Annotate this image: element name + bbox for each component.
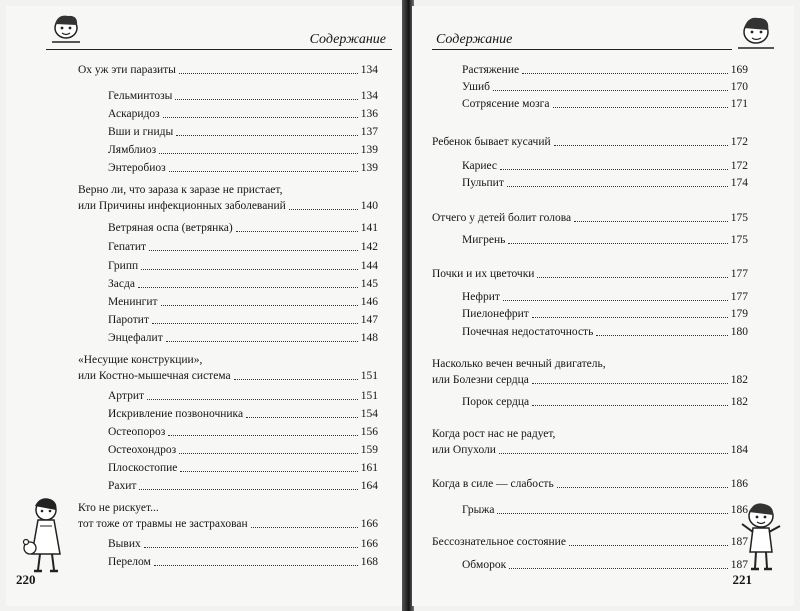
toc-page-number: 187 bbox=[730, 559, 748, 571]
toc-page-number: 134 bbox=[360, 90, 378, 102]
toc-entry-title-line: Кто не рискует... bbox=[78, 502, 159, 514]
toc-page-number: 148 bbox=[360, 332, 378, 344]
toc-page-number: 168 bbox=[360, 556, 378, 568]
dot-leader bbox=[557, 487, 728, 488]
toc-entry-title: Когда в силе — слабость bbox=[432, 478, 554, 490]
toc-page-number: 164 bbox=[360, 480, 378, 492]
toc-page-number: 136 bbox=[360, 108, 378, 120]
toc-entry-title: Сотрясение мозга bbox=[462, 98, 550, 110]
toc-page-number: 145 bbox=[360, 278, 378, 290]
toc-subentry bbox=[108, 142, 378, 158]
toc-page-number: 159 bbox=[360, 444, 378, 456]
toc-entry-title: Кариес bbox=[462, 160, 498, 172]
toc-entry-title: Гепатит bbox=[108, 241, 147, 253]
toc-subentry bbox=[108, 88, 378, 104]
toc-page-number: 139 bbox=[360, 144, 378, 156]
toc-page-number: 172 bbox=[730, 160, 748, 172]
toc-subentry bbox=[462, 96, 748, 112]
toc-entry-title: Ребенок бывает кусачий bbox=[432, 136, 551, 148]
dot-leader bbox=[152, 323, 358, 324]
toc-page-number: 140 bbox=[360, 200, 378, 212]
toc-subentry bbox=[462, 158, 748, 174]
toc-entry-title: Ушиб bbox=[462, 81, 490, 93]
toc-page-number: 184 bbox=[730, 444, 748, 456]
toc-entry-title: Перелом bbox=[108, 556, 151, 568]
toc-subentry bbox=[462, 324, 748, 340]
toc-subentry bbox=[108, 442, 378, 458]
toc-entry-title: Мигрень bbox=[462, 234, 506, 246]
toc-entry-title: Ох уж эти паразиты bbox=[78, 64, 176, 76]
toc-entry-title: Остеохондроз bbox=[108, 444, 177, 456]
dot-leader bbox=[289, 209, 358, 210]
dot-leader bbox=[532, 317, 728, 318]
toc-entry-title-line: Насколько вечен вечный двигатель, bbox=[432, 358, 606, 370]
toc-entry-title: Энцефалит bbox=[108, 332, 163, 344]
toc-page-number: 177 bbox=[730, 268, 748, 280]
toc-page-number: 186 bbox=[730, 504, 748, 516]
toc-subentry bbox=[108, 276, 378, 292]
dot-leader bbox=[234, 379, 358, 380]
toc-entry-title: или Костно-мышечная система bbox=[78, 370, 231, 382]
toc-page-number: 161 bbox=[360, 462, 378, 474]
toc-entry-title: Грипп bbox=[108, 260, 139, 272]
toc-page-number: 156 bbox=[360, 426, 378, 438]
dot-leader bbox=[574, 221, 728, 222]
toc-page-number: 177 bbox=[730, 291, 748, 303]
right-page bbox=[412, 6, 794, 606]
dot-leader bbox=[522, 73, 728, 74]
dot-leader bbox=[149, 250, 358, 251]
dot-leader bbox=[161, 305, 358, 306]
toc-entry-title: или Болезни сердца bbox=[432, 374, 529, 386]
toc-subentry bbox=[462, 557, 748, 573]
toc-subentry bbox=[108, 478, 378, 494]
toc-subentry bbox=[108, 160, 378, 176]
dot-leader bbox=[236, 231, 358, 232]
toc-page-number: 147 bbox=[360, 314, 378, 326]
page-number-left: 220 bbox=[16, 572, 36, 587]
toc-entry-title: Аскаридоз bbox=[108, 108, 160, 120]
toc-entry-title: Плоскостопие bbox=[108, 462, 178, 474]
toc-entry bbox=[432, 534, 748, 550]
toc-subentry bbox=[462, 62, 748, 78]
toc-page-number: 146 bbox=[360, 296, 378, 308]
toc-entry bbox=[432, 476, 748, 492]
toc-subentry bbox=[108, 536, 378, 552]
toc-page-number: 139 bbox=[360, 162, 378, 174]
toc-entry bbox=[78, 182, 378, 214]
toc-page-number: 175 bbox=[730, 212, 748, 224]
toc-entry-title: Засда bbox=[108, 278, 135, 290]
dot-leader bbox=[169, 171, 358, 172]
toc-entry-title-line: Когда рост нас не радует, bbox=[432, 428, 556, 440]
toc-subentry bbox=[462, 306, 748, 322]
toc-subentry bbox=[462, 394, 748, 410]
dot-leader bbox=[154, 565, 358, 566]
dot-leader bbox=[569, 545, 728, 546]
toc-page-number: 169 bbox=[730, 64, 748, 76]
toc-entry bbox=[432, 210, 748, 226]
toc-entry-title: Обморок bbox=[462, 559, 507, 571]
toc-entry bbox=[432, 266, 748, 282]
toc-subentry bbox=[108, 220, 378, 236]
toc-entry-title: Пиелонефрит bbox=[462, 308, 529, 320]
toc-subentry bbox=[108, 258, 378, 274]
toc-page-number: 170 bbox=[730, 81, 748, 93]
toc-page-number: 172 bbox=[730, 136, 748, 148]
toc-page-number: 180 bbox=[730, 326, 748, 338]
page-number-right: 221 bbox=[732, 572, 752, 587]
dot-leader bbox=[532, 383, 728, 384]
toc-subentry bbox=[462, 502, 748, 518]
page-header-left: Содержание bbox=[46, 32, 392, 50]
toc-entry-title: Почки и их цветочки bbox=[432, 268, 535, 280]
toc-subentry bbox=[462, 79, 748, 95]
child-face-icon bbox=[734, 12, 778, 52]
toc-entry-title: Остеопороз bbox=[108, 426, 166, 438]
dot-leader bbox=[179, 453, 358, 454]
toc-entry-title: Гельминтозы bbox=[108, 90, 173, 102]
dot-leader bbox=[141, 269, 358, 270]
toc-entry bbox=[432, 356, 748, 388]
dot-leader bbox=[532, 405, 728, 406]
toc-entry-title: Паротит bbox=[108, 314, 149, 326]
toc-entry-title: Грыжа bbox=[462, 504, 495, 516]
toc-entry-title: тот тоже от травмы не застрахован bbox=[78, 518, 248, 530]
toc-page-number: 141 bbox=[360, 222, 378, 234]
left-page bbox=[6, 6, 402, 606]
toc-page-number: 154 bbox=[360, 408, 378, 420]
toc-page-number: 142 bbox=[360, 241, 378, 253]
toc-entry-title-line: «Несущие конструкции», bbox=[78, 354, 203, 366]
toc-entry-title: Почечная недостаточность bbox=[462, 326, 594, 338]
toc-entry-title: Растяжение bbox=[462, 64, 520, 76]
toc-entry-title: Бессознательное состояние bbox=[432, 536, 566, 548]
toc-page-number: 144 bbox=[360, 260, 378, 272]
dot-leader bbox=[175, 99, 357, 100]
dot-leader bbox=[508, 243, 727, 244]
toc-subentry bbox=[462, 289, 748, 305]
toc-page-number: 175 bbox=[730, 234, 748, 246]
dot-leader bbox=[168, 435, 358, 436]
dot-leader bbox=[159, 153, 358, 154]
toc-subentry bbox=[108, 424, 378, 440]
dot-leader bbox=[554, 145, 728, 146]
dot-leader bbox=[147, 399, 358, 400]
dot-leader bbox=[139, 489, 357, 490]
toc-subentry bbox=[108, 239, 378, 255]
dot-leader bbox=[500, 169, 728, 170]
toc-subentry bbox=[108, 388, 378, 404]
toc-page-number: 187 bbox=[730, 536, 748, 548]
toc-entry bbox=[432, 134, 748, 150]
toc-entry-title: Вывих bbox=[108, 538, 141, 550]
dot-leader bbox=[163, 117, 358, 118]
toc-entry-title: Ветряная оспа (ветрянка) bbox=[108, 222, 233, 234]
dot-leader bbox=[179, 73, 358, 74]
toc-page-number: 166 bbox=[360, 518, 378, 530]
toc-entry-title: Пульпит bbox=[462, 177, 504, 189]
toc-subentry bbox=[108, 460, 378, 476]
dot-leader bbox=[246, 417, 358, 418]
dot-leader bbox=[180, 471, 357, 472]
toc-subentry bbox=[462, 175, 748, 191]
dot-leader bbox=[537, 277, 727, 278]
toc-entry bbox=[78, 62, 378, 78]
dot-leader bbox=[166, 341, 358, 342]
toc-entry-title: Менингит bbox=[108, 296, 158, 308]
toc-entry bbox=[78, 352, 378, 384]
page-header-right: Содержание bbox=[432, 32, 732, 50]
toc-subentry bbox=[462, 232, 748, 248]
dot-leader bbox=[553, 107, 728, 108]
toc-subentry bbox=[108, 106, 378, 122]
toc-entry-title: Рахит bbox=[108, 480, 137, 492]
dot-leader bbox=[507, 186, 728, 187]
dot-leader bbox=[596, 335, 727, 336]
girl-with-teddy-icon bbox=[20, 496, 68, 576]
toc-subentry bbox=[108, 406, 378, 422]
toc-entry-title: Лямблиоз bbox=[108, 144, 157, 156]
dot-leader bbox=[499, 453, 728, 454]
toc-page-number: 182 bbox=[730, 396, 748, 408]
toc-page-number: 151 bbox=[360, 370, 378, 382]
dot-leader bbox=[503, 300, 728, 301]
dot-leader bbox=[509, 568, 728, 569]
toc-entry-title: или Причины инфекционных заболеваний bbox=[78, 200, 286, 212]
dot-leader bbox=[138, 287, 358, 288]
dot-leader bbox=[144, 547, 358, 548]
toc-entry bbox=[432, 426, 748, 458]
toc-page-number: 186 bbox=[730, 478, 748, 490]
toc-entry-title: Порок сердца bbox=[462, 396, 530, 408]
toc-page-number: 151 bbox=[360, 390, 378, 402]
toc-page-number: 171 bbox=[730, 98, 748, 110]
toc-page-number: 182 bbox=[730, 374, 748, 386]
toc-subentry bbox=[108, 330, 378, 346]
toc-page-number: 179 bbox=[730, 308, 748, 320]
dot-leader bbox=[251, 527, 358, 528]
toc-subentry bbox=[108, 554, 378, 570]
dot-leader bbox=[176, 135, 358, 136]
toc-page-number: 166 bbox=[360, 538, 378, 550]
toc-entry bbox=[78, 500, 378, 532]
toc-page-number: 134 bbox=[360, 64, 378, 76]
toc-entry-title: Отчего у детей болит голова bbox=[432, 212, 572, 224]
toc-subentry bbox=[108, 294, 378, 310]
toc-subentry bbox=[108, 124, 378, 140]
dot-leader bbox=[497, 513, 727, 514]
toc-entry-title: Нефрит bbox=[462, 291, 500, 303]
toc-page-number: 137 bbox=[360, 126, 378, 138]
toc-entry-title-line: Верно ли, что зараза к заразе не пристает, bbox=[78, 184, 283, 196]
boy-figure-icon bbox=[736, 500, 786, 574]
toc-entry-title: или Опухоли bbox=[432, 444, 496, 456]
toc-page-number: 174 bbox=[730, 177, 748, 189]
toc-entry-title: Искривление позвоночника bbox=[108, 408, 244, 420]
toc-entry-title: Артрит bbox=[108, 390, 144, 402]
toc-entry-title: Энтеробиоз bbox=[108, 162, 166, 174]
toc-subentry bbox=[108, 312, 378, 328]
dot-leader bbox=[493, 90, 728, 91]
toc-entry-title: Вши и гниды bbox=[108, 126, 174, 138]
